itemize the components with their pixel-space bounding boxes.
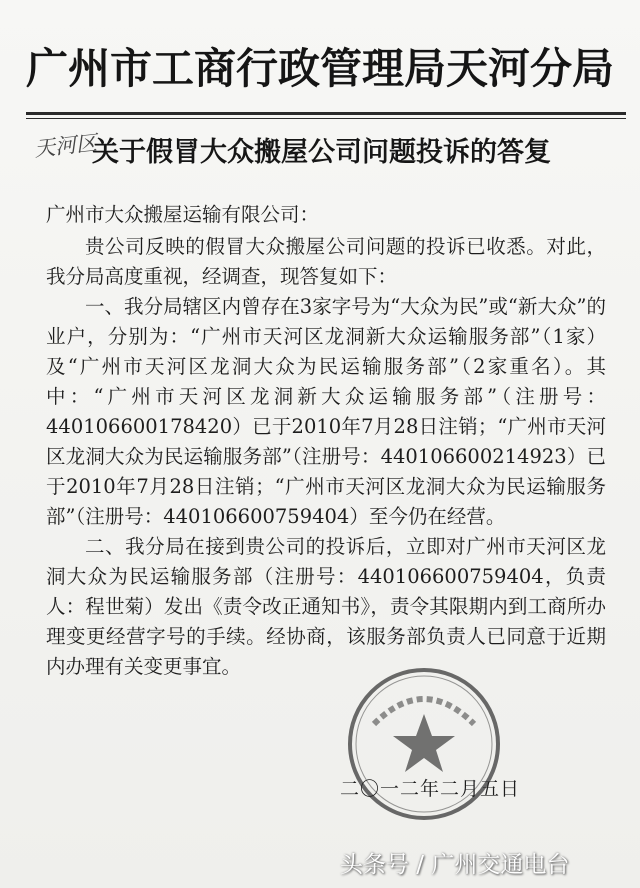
paragraph-intro: 贵公司反映的假冒大众搬屋公司问题的投诉已收悉。对此，我分局高度重视，经调查，现答复如下： — [46, 235, 606, 288]
letterhead-rule-thick — [26, 112, 626, 115]
document-title: 关于假冒大众搬屋公司问题投诉的答复 — [92, 137, 551, 168]
salutation: 广州市大众搬屋运输有限公司： — [46, 203, 320, 226]
document-body — [46, 200, 606, 682]
letterhead-title: 广州市工商行政管理局天河分局 — [25, 44, 614, 93]
letterhead-rule-thin — [26, 118, 626, 119]
handwritten-note: 天河区 — [33, 130, 99, 162]
watermark-text: 头条号 / 广州交通电台 — [340, 852, 570, 878]
paragraph-two: 二、我分局在接到贵公司的投诉后，立即对广州市天河区龙洞大众为民运输服务部（注册号：440106600759404，负责人：程世菊）发出《责令改正通知书》，责令其限期内到工商所办理变更经营字号的手续。经协商，该服务部负责人已同意于近期内办理有关变更事宜。 — [46, 535, 606, 678]
document-date: 二〇一二年二月五日 — [340, 778, 521, 800]
paragraph-one: 一、我分局辖区内曾存在3家字号为“大众为民”或“新大众”的业户，分别为：“广州市天河区龙洞新大众运输服务部”（1家）及“广州市天河区龙洞大众为民运输服务部”（2家重名）。其中：“广州市天河区龙洞新大众运输服务部”（注册号：440106600178420）已于2010年7月28日注销；“广州市天河区龙洞大众为民运输服务部”（注册号：440106600214923）已于2010年7月28日注销；“广州市天河区龙洞大众为民运输服务部”（注册号：440106600759404）至今仍在经营。 — [46, 295, 606, 528]
